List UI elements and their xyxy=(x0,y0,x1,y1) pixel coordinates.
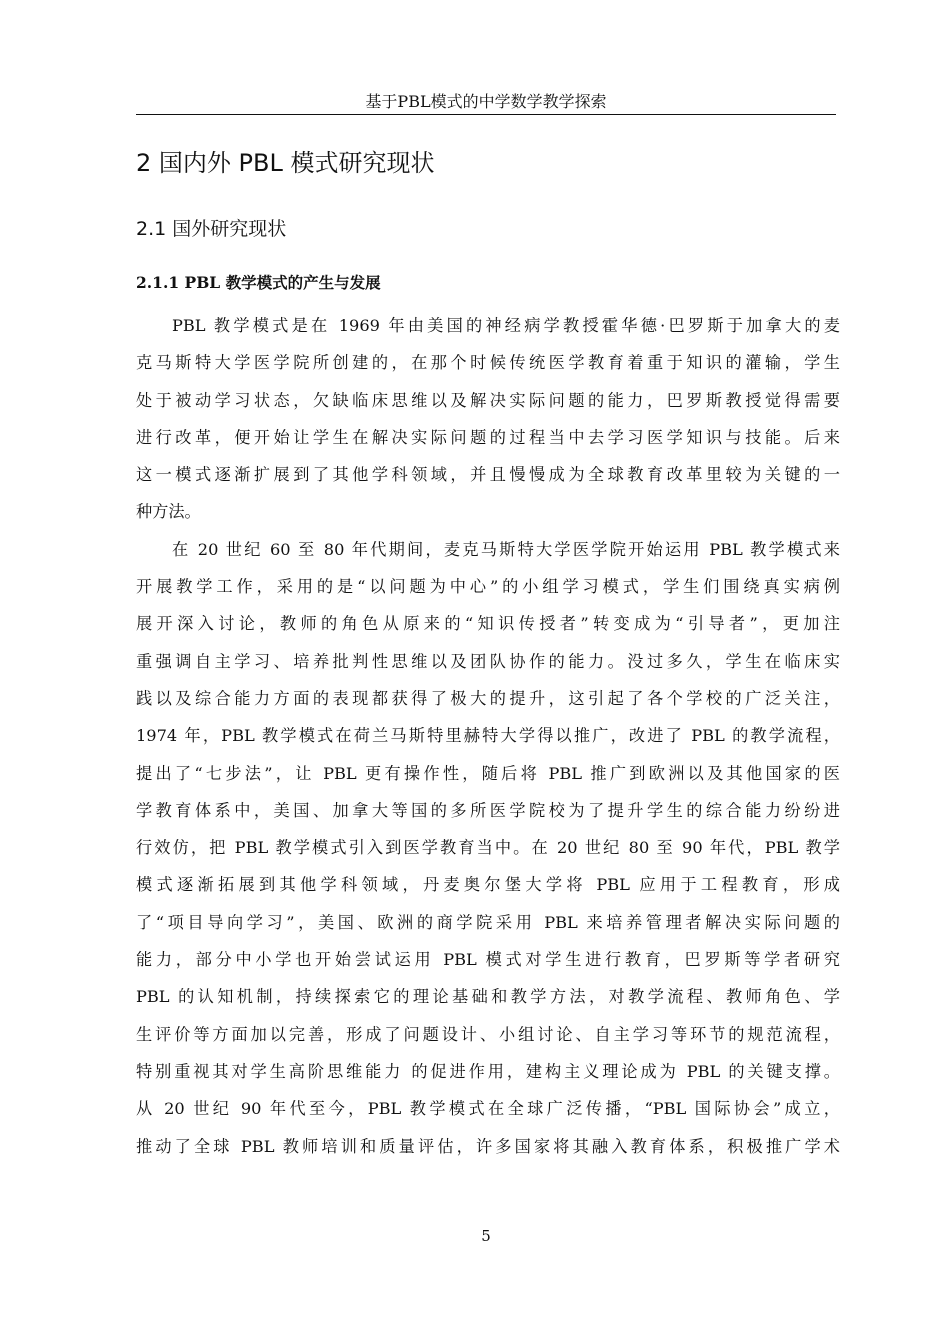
paragraph-line: 1974 年，PBL 教学模式在荷兰马斯特里赫特大学得以推广，改进了 PBL 的教学流程， xyxy=(136,726,840,746)
paragraph-line: 提出了“七步法”，让 PBL 更有操作性，随后将 PBL 推广到欧洲以及其他国家的医 xyxy=(136,763,840,783)
paragraph-line: PBL 教学模式是在 1969 年由美国的神经病学教授霍华德·巴罗斯于加拿大的麦 xyxy=(172,316,840,335)
page-number: 5 xyxy=(481,1227,491,1245)
paragraph-line: 进行改革，便开始让学生在解决实际问题的过程当中去学习医学知识与技能。后来 xyxy=(136,427,840,447)
paragraph-line: 重强调自主学习、培养批判性思维以及团队协作的能力。没过多久，学生在临床实 xyxy=(136,651,840,671)
paragraph-line: 特别重视其对学生高阶思维能力 的促进作用，建构主义理论成为 PBL 的关键支撑。 xyxy=(136,1061,840,1081)
paragraph-line: 这一模式逐渐扩展到了其他学科领域，并且慢慢成为全球教育改革里较为关键的一 xyxy=(136,465,840,485)
paragraph-line: 践以及综合能力方面的表现都获得了极大的提升，这引起了各个学校的广泛关注， xyxy=(136,688,840,708)
paragraph-line: 从 20 世纪 90 年代至今，PBL 教学模式在全球广泛传播，“PBL 国际协会”成立， xyxy=(136,1099,840,1119)
chapter-title: 2 国内外 PBL 模式研究现状 xyxy=(136,149,435,177)
paragraph-line: 种方法。 xyxy=(136,502,201,522)
paragraph-line: PBL 的认知机制，持续探索它的理论基础和教学方法，对教学流程、教师角色、学 xyxy=(136,987,840,1007)
paragraph-line: 在 20 世纪 60 至 80 年代期间，麦克马斯特大学医学院开始运用 PBL 教学模式来 xyxy=(172,539,840,559)
header-rule xyxy=(136,114,836,115)
paragraph-line: 处于被动学习状态，欠缺临床思维以及解决实际问题的能力，巴罗斯教授觉得需要 xyxy=(136,390,840,410)
paragraph-line: 生评价等方面加以完善，形成了问题设计、小组讨论、自主学习等环节的规范流程， xyxy=(136,1024,840,1044)
paragraph-line: 能力，部分中小学也开始尝试运用 PBL 模式对学生进行教育，巴罗斯等学者研究 xyxy=(136,950,840,970)
paragraph-line: 展开深入讨论，教师的角色从原来的“知识传授者”转变成为“引导者”，更加注 xyxy=(136,614,840,634)
body-text xyxy=(136,307,840,1165)
paragraph-line: 推动了全球 PBL 教师培训和质量评估，许多国家将其融入教育体系，积极推广学术 xyxy=(136,1136,840,1156)
subsection-title: 2.1.1 PBL 教学模式的产生与发展 xyxy=(136,273,381,292)
paragraph-line: 开展教学工作，采用的是“以问题为中心”的小组学习模式，学生们围绕真实病例 xyxy=(136,577,840,597)
running-header: 基于PBL模式的中学数学教学探索 xyxy=(365,92,607,111)
paragraph-line: 学教育体系中，美国、加拿大等国的多所医学院校为了提升学生的综合能力纷纷进 xyxy=(136,800,840,820)
section-title: 2.1 国外研究现状 xyxy=(136,218,287,240)
paragraph-line: 了“项目导向学习”，美国、欧洲的商学院采用 PBL 来培养管理者解决实际问题的 xyxy=(136,912,840,932)
paragraph-line: 模式逐渐拓展到其他学科领域，丹麦奥尔堡大学将 PBL 应用于工程教育，形成 xyxy=(136,875,840,895)
paragraph-line: 克马斯特大学医学院所创建的，在那个时候传统医学教育着重于知识的灌输，学生 xyxy=(136,353,840,373)
paragraph-line: 行效仿，把 PBL 教学模式引入到医学教育当中。在 20 世纪 80 至 90 年代，PBL 教学 xyxy=(136,838,840,858)
